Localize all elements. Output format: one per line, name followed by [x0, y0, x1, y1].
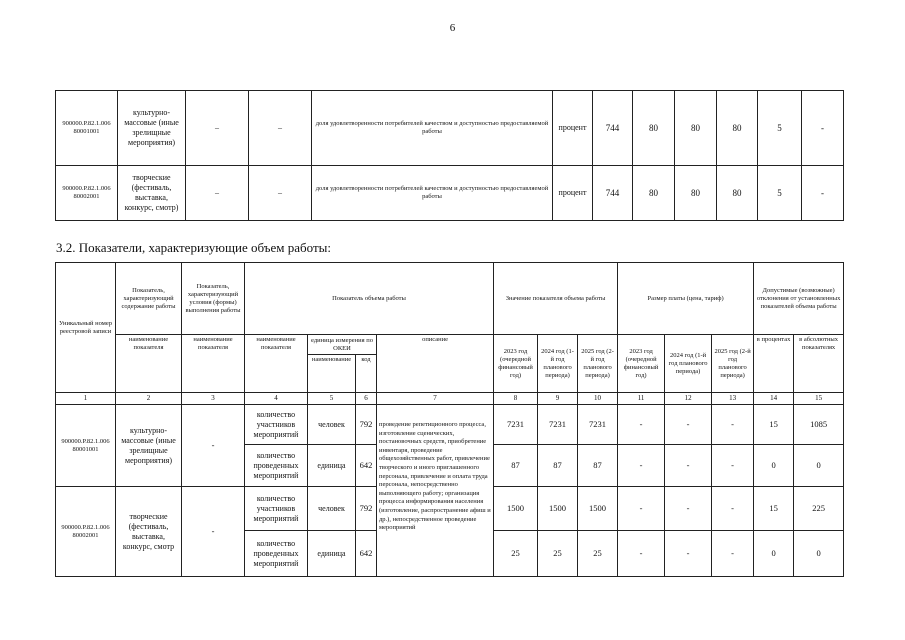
fee-cell: - [618, 487, 665, 531]
unit-cell: человек [308, 487, 356, 531]
fee-cell: - [712, 445, 754, 487]
header-fee: Размер платы (цена, тариф) [618, 263, 754, 335]
content-cell: творческие (фестиваль, выставка, конкурс, смотр) [118, 166, 186, 221]
deviation-absolute-cell: - [802, 91, 844, 166]
column-number: 5 [308, 393, 356, 405]
value-cell: 7231 [538, 405, 578, 445]
deviation-absolute-cell: 225 [794, 487, 844, 531]
column-number-row [56, 393, 844, 405]
value-cell: 25 [494, 531, 538, 577]
deviation-absolute-cell: 0 [794, 445, 844, 487]
value-cell: 87 [494, 445, 538, 487]
value-cell: 80 [675, 166, 717, 221]
reg-number-cell: 900000.Р.82.1.006 80002001 [56, 487, 116, 577]
column-number: 1 [56, 393, 116, 405]
header-row [56, 263, 844, 335]
table-row [56, 166, 844, 221]
unit-cell: единица [308, 445, 356, 487]
header-in-absolute: в абсолютных показателях [794, 335, 844, 393]
column-number: 12 [665, 393, 712, 405]
deviation-absolute-cell: 0 [794, 531, 844, 577]
value-cell: 1500 [578, 487, 618, 531]
deviation-percent-cell: 15 [754, 487, 794, 531]
header-okei: единица измерения по ОКЕИ [308, 335, 377, 355]
code-cell: 642 [356, 445, 377, 487]
deviation-absolute-cell: 1085 [794, 405, 844, 445]
unit-cell: процент [553, 91, 593, 166]
deviation-percent-cell: 0 [754, 531, 794, 577]
value-cell: 80 [675, 91, 717, 166]
header-description: описание [377, 335, 494, 393]
reg-number-cell: 900000.Р.82.1.006 80001001 [56, 91, 118, 166]
header-okei-code: код [356, 355, 377, 393]
fee-cell: - [665, 405, 712, 445]
fee-cell: - [665, 445, 712, 487]
value-cell: 80 [717, 91, 758, 166]
column-number: 15 [794, 393, 844, 405]
deviation-percent-cell: 0 [754, 445, 794, 487]
column-number: 13 [712, 393, 754, 405]
volume-name-cell: количество проведенных мероприятий [245, 531, 308, 577]
description-cell: проведение репетиционного процесса, изготовление сценических, постановочных средств, приобретение инвентаря, проведение общехозяйственных работ, привлечение творческого и иного приглашенного персонала, привлечение и оплата труда персонала, непосредственно выполняющего работу; организация процесса информирования населения (изготовление, распространение афиш и др.), непосредственное проведение мероприятий [377, 405, 494, 577]
header-condition-name: наименование показателя [182, 335, 245, 393]
header-year-2024: 2024 год (1-й год планового периода) [538, 335, 578, 393]
value-cell: 1500 [494, 487, 538, 531]
header-year-2023: 2023 год (очередной финансовый год) [494, 335, 538, 393]
page-number: 6 [449, 22, 456, 34]
fee-cell: - [618, 445, 665, 487]
header-volume-indicator: Показатель объема работы [245, 263, 494, 335]
column-number: 6 [356, 393, 377, 405]
header-in-percent: в процентах [754, 335, 794, 393]
indicator-cell: доля удовлетворенности потребителей качеством и доступностью предоставляемой работы [312, 91, 553, 166]
value-cell: 80 [633, 166, 675, 221]
header-condition: Показатель, характеризующий условия (формы) выполнения работы [182, 263, 245, 335]
fee-cell: - [665, 487, 712, 531]
table-row [56, 405, 844, 445]
table-row [56, 91, 844, 166]
value-cell: 25 [578, 531, 618, 577]
header-fee-2023: 2023 год (очередной финансовый год) [618, 335, 665, 393]
code-cell: 744 [593, 166, 633, 221]
condition-cell: – [249, 166, 312, 221]
column-number: 14 [754, 393, 794, 405]
condition-cell: - [182, 405, 245, 487]
value-cell: 87 [538, 445, 578, 487]
column-number: 10 [578, 393, 618, 405]
column-number: 11 [618, 393, 665, 405]
volume-name-cell: количество участников мероприятий [245, 405, 308, 445]
value-cell: 7231 [578, 405, 618, 445]
column-number: 2 [116, 393, 182, 405]
unit-cell: человек [308, 405, 356, 445]
deviation-absolute-cell: - [802, 166, 844, 221]
header-okei-name: наименование [308, 355, 356, 393]
volume-name-cell: количество проведенных мероприятий [245, 445, 308, 487]
header-fee-2025: 2025 год (2-й год планового периода) [712, 335, 754, 393]
content-cell: культурно-массовые (иные зрелищные мероприятия) [118, 91, 186, 166]
deviation-percent-cell: 5 [758, 91, 802, 166]
column-number: 7 [377, 393, 494, 405]
section-title: 3.2. Показатели, характеризующие объем работы: [56, 240, 331, 255]
header-deviation: Допустимые (возможные) отклонения от установленных показателей объема работы [754, 263, 844, 335]
indicator-cell: доля удовлетворенности потребителей качеством и доступностью предоставляемой работы [312, 166, 553, 221]
header-reg-number: Уникальный номер реестровой записи [56, 263, 116, 393]
content-cell: творческие (фестиваль, выставка, конкурс, смотр [116, 487, 182, 577]
column-number: 3 [182, 393, 245, 405]
content-cell: культурно-массовые (иные зрелищные мероприятия) [116, 405, 182, 487]
code-cell: 642 [356, 531, 377, 577]
deviation-percent-cell: 15 [754, 405, 794, 445]
header-volume-values: Значение показателя объема работы [494, 263, 618, 335]
condition-cell: – [186, 166, 249, 221]
deviation-percent-cell: 5 [758, 166, 802, 221]
header-year-2025: 2025 год (2-й год планового периода) [578, 335, 618, 393]
code-cell: 792 [356, 405, 377, 445]
header-volume-name: наименование показателя [245, 335, 308, 393]
header-fee-2024: 2024 год (1-й год планового периода) [665, 335, 712, 393]
unit-cell: процент [553, 166, 593, 221]
column-number: 9 [538, 393, 578, 405]
fee-cell: - [712, 487, 754, 531]
header-content: Показатель, характеризующий содержание работы [116, 263, 182, 335]
fee-cell: - [665, 531, 712, 577]
condition-cell: – [249, 91, 312, 166]
value-cell: 7231 [494, 405, 538, 445]
value-cell: 80 [717, 166, 758, 221]
code-cell: 792 [356, 487, 377, 531]
header-row [56, 335, 844, 355]
value-cell: 1500 [538, 487, 578, 531]
condition-cell: – [186, 91, 249, 166]
condition-cell: - [182, 487, 245, 577]
reg-number-cell: 900000.Р.82.1.006 80001001 [56, 405, 116, 487]
column-number: 4 [245, 393, 308, 405]
quality-indicators-table [55, 90, 844, 221]
code-cell: 744 [593, 91, 633, 166]
volume-indicators-table [55, 262, 844, 577]
fee-cell: - [618, 531, 665, 577]
fee-cell: - [712, 531, 754, 577]
column-number: 8 [494, 393, 538, 405]
fee-cell: - [712, 405, 754, 445]
value-cell: 80 [633, 91, 675, 166]
header-content-name: наименование показателя [116, 335, 182, 393]
value-cell: 87 [578, 445, 618, 487]
fee-cell: - [618, 405, 665, 445]
unit-cell: единица [308, 531, 356, 577]
reg-number-cell: 900000.Р.82.1.006 80002001 [56, 166, 118, 221]
volume-name-cell: количество участников мероприятий [245, 487, 308, 531]
value-cell: 25 [538, 531, 578, 577]
